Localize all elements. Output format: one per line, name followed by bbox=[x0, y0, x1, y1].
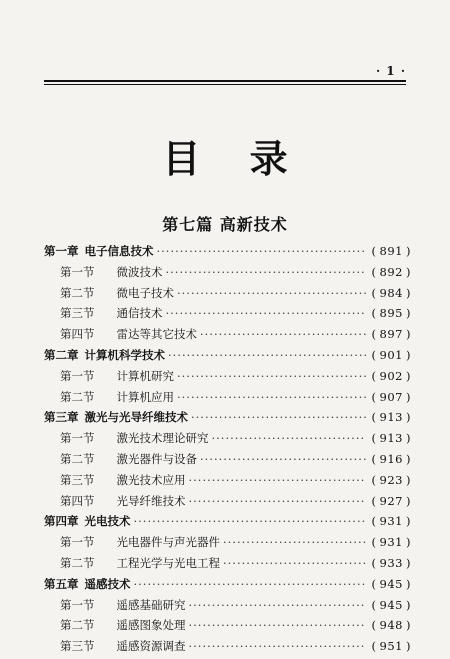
entry-title: 光导纤维技术 bbox=[116, 493, 186, 508]
dot-leader bbox=[134, 577, 366, 591]
entry-page: ( 902 ) bbox=[371, 368, 411, 383]
toc-chapter-entry bbox=[44, 347, 414, 368]
entry-number: 第四节 bbox=[60, 327, 95, 342]
dot-leader bbox=[157, 244, 366, 258]
entry-page-number: 892 bbox=[379, 264, 403, 279]
header-rule-thin bbox=[44, 84, 406, 85]
entry-title: 激光与光导纤维技术 bbox=[84, 410, 188, 425]
entry-number: 第二节 bbox=[60, 285, 95, 300]
entry-title: 计算机研究 bbox=[116, 368, 174, 383]
entry-number: 第一节 bbox=[60, 535, 95, 550]
toc-section-entry bbox=[44, 597, 414, 618]
entry-page-number: 933 bbox=[379, 555, 403, 570]
toc-title: 目 录 bbox=[162, 136, 306, 181]
entry-page: ( 951 ) bbox=[371, 639, 411, 654]
entry-page: ( 901 ) bbox=[371, 347, 411, 362]
entry-page-number: 923 bbox=[379, 472, 403, 487]
entry-number: 第一节 bbox=[60, 264, 95, 279]
entry-title: 激光器件与设备 bbox=[116, 451, 197, 466]
toc-section-entry bbox=[44, 617, 414, 638]
dot-leader bbox=[177, 369, 366, 383]
entry-page: ( 945 ) bbox=[371, 597, 411, 612]
entry-page-number: 891 bbox=[379, 244, 403, 258]
entry-title: 雷达等其它技术 bbox=[116, 327, 197, 342]
entry-page-number: 916 bbox=[379, 451, 403, 466]
entry-title: 激光技术理论研究 bbox=[116, 431, 209, 446]
entry-page-number: 913 bbox=[379, 431, 403, 446]
toc-chapter-entry bbox=[44, 513, 414, 534]
toc-section-entry bbox=[44, 493, 414, 514]
entry-page: ( 945 ) bbox=[371, 576, 411, 591]
entry-page-number: 984 bbox=[379, 285, 403, 300]
entry-page: ( 892 ) bbox=[371, 264, 411, 279]
dot-leader bbox=[134, 514, 366, 528]
toc-section-entry bbox=[44, 305, 414, 326]
entry-page: ( 907 ) bbox=[371, 389, 411, 404]
entry-number: 第二节 bbox=[60, 555, 95, 570]
entry-page: ( 927 ) bbox=[371, 493, 411, 508]
part-title: 第七篇 高新技术 bbox=[162, 215, 288, 234]
toc-chapter-entry bbox=[44, 409, 414, 430]
entry-page-number: 945 bbox=[379, 597, 403, 612]
entry-number: 第一节 bbox=[60, 431, 95, 446]
entry-page-number: 948 bbox=[379, 618, 403, 633]
dot-leader bbox=[223, 535, 366, 549]
toc-chapter-entry bbox=[44, 576, 414, 597]
entry-number: 第二章 bbox=[44, 347, 79, 362]
entry-page: ( 891 ) bbox=[371, 244, 411, 258]
dot-leader bbox=[189, 598, 366, 612]
entry-page: ( 931 ) bbox=[371, 535, 411, 550]
entry-title: 遥感资源调查 bbox=[116, 639, 186, 654]
entry-page: ( 916 ) bbox=[371, 451, 411, 466]
entry-title: 微电子技术 bbox=[116, 285, 174, 300]
entry-page-number: 913 bbox=[379, 410, 403, 425]
dot-leader bbox=[166, 306, 366, 320]
dot-leader bbox=[191, 410, 366, 424]
entry-page-number: 927 bbox=[379, 493, 403, 508]
entry-page: ( 913 ) bbox=[371, 410, 411, 425]
entry-number: 第二节 bbox=[60, 451, 95, 466]
toc-section-entry bbox=[44, 326, 414, 347]
entry-page-number: 945 bbox=[379, 576, 403, 591]
entry-title: 微波技术 bbox=[116, 264, 163, 279]
entry-page-number: 895 bbox=[379, 306, 403, 321]
entry-title: 电子信息技术 bbox=[84, 244, 154, 258]
entry-page: ( 931 ) bbox=[371, 514, 411, 529]
entry-number: 第三节 bbox=[60, 472, 95, 487]
entry-number: 第四节 bbox=[60, 493, 95, 508]
entry-title: 光电器件与声光器件 bbox=[116, 535, 220, 550]
entry-number: 第三节 bbox=[60, 306, 95, 321]
entry-title: 激光技术应用 bbox=[116, 472, 186, 487]
entry-page-number: 931 bbox=[379, 535, 403, 550]
dot-leader bbox=[177, 286, 366, 300]
entry-number: 第一节 bbox=[60, 368, 95, 383]
entry-title: 计算机科学技术 bbox=[84, 347, 165, 362]
entry-title: 工程光学与光电工程 bbox=[116, 555, 220, 570]
entry-page: ( 984 ) bbox=[371, 285, 411, 300]
toc-section-entry bbox=[44, 264, 414, 285]
toc-section-entry bbox=[44, 368, 414, 389]
entry-page-number: 907 bbox=[379, 389, 403, 404]
entry-number: 第二节 bbox=[60, 389, 95, 404]
entry-number: 第五章 bbox=[44, 576, 79, 591]
dot-leader bbox=[200, 452, 366, 466]
dot-leader bbox=[189, 473, 366, 487]
entry-title: 光电技术 bbox=[84, 514, 131, 529]
page-number: · 1 · bbox=[375, 64, 406, 78]
entry-number: 第二节 bbox=[60, 618, 95, 633]
entry-page: ( 895 ) bbox=[371, 306, 411, 321]
dot-leader bbox=[212, 431, 366, 445]
entry-page-number: 901 bbox=[379, 347, 403, 362]
entry-page: ( 913 ) bbox=[371, 431, 411, 446]
entry-page-number: 897 bbox=[379, 327, 403, 342]
toc-section-entry bbox=[44, 285, 414, 306]
entry-page-number: 931 bbox=[379, 514, 403, 529]
toc-chapter-entry bbox=[44, 243, 414, 264]
dot-leader bbox=[189, 494, 366, 508]
toc-section-entry bbox=[44, 430, 414, 451]
dot-leader bbox=[168, 348, 366, 362]
entry-title: 通信技术 bbox=[116, 306, 163, 321]
entry-page-number: 902 bbox=[379, 368, 403, 383]
toc-entries bbox=[44, 243, 414, 659]
dot-leader bbox=[166, 265, 366, 279]
entry-number: 第四章 bbox=[44, 514, 79, 529]
entry-title: 遥感基础研究 bbox=[116, 597, 186, 612]
entry-title: 计算机应用 bbox=[116, 389, 174, 404]
dot-leader bbox=[189, 639, 366, 653]
entry-page: ( 897 ) bbox=[371, 327, 411, 342]
entry-page: ( 923 ) bbox=[371, 472, 411, 487]
dot-leader bbox=[189, 618, 366, 632]
entry-number: 第三节 bbox=[60, 639, 95, 654]
toc-section-entry bbox=[44, 472, 414, 493]
entry-page: ( 933 ) bbox=[371, 555, 411, 570]
entry-page: ( 948 ) bbox=[371, 618, 411, 633]
entry-number: 第一节 bbox=[60, 597, 95, 612]
toc-section-entry bbox=[44, 451, 414, 472]
dot-leader bbox=[177, 390, 366, 404]
entry-page-number: 951 bbox=[379, 639, 403, 654]
entry-title: 遥感技术 bbox=[84, 576, 131, 591]
toc-section-entry bbox=[44, 555, 414, 576]
toc-section-entry bbox=[44, 534, 414, 555]
toc-section-entry bbox=[44, 638, 414, 659]
entry-number: 第三章 bbox=[44, 410, 79, 425]
toc-section-entry bbox=[44, 389, 414, 410]
dot-leader bbox=[223, 556, 366, 570]
header-rule bbox=[44, 80, 406, 82]
entry-title: 遥感图象处理 bbox=[116, 618, 186, 633]
dot-leader bbox=[200, 327, 366, 341]
entry-number: 第一章 bbox=[44, 244, 79, 258]
